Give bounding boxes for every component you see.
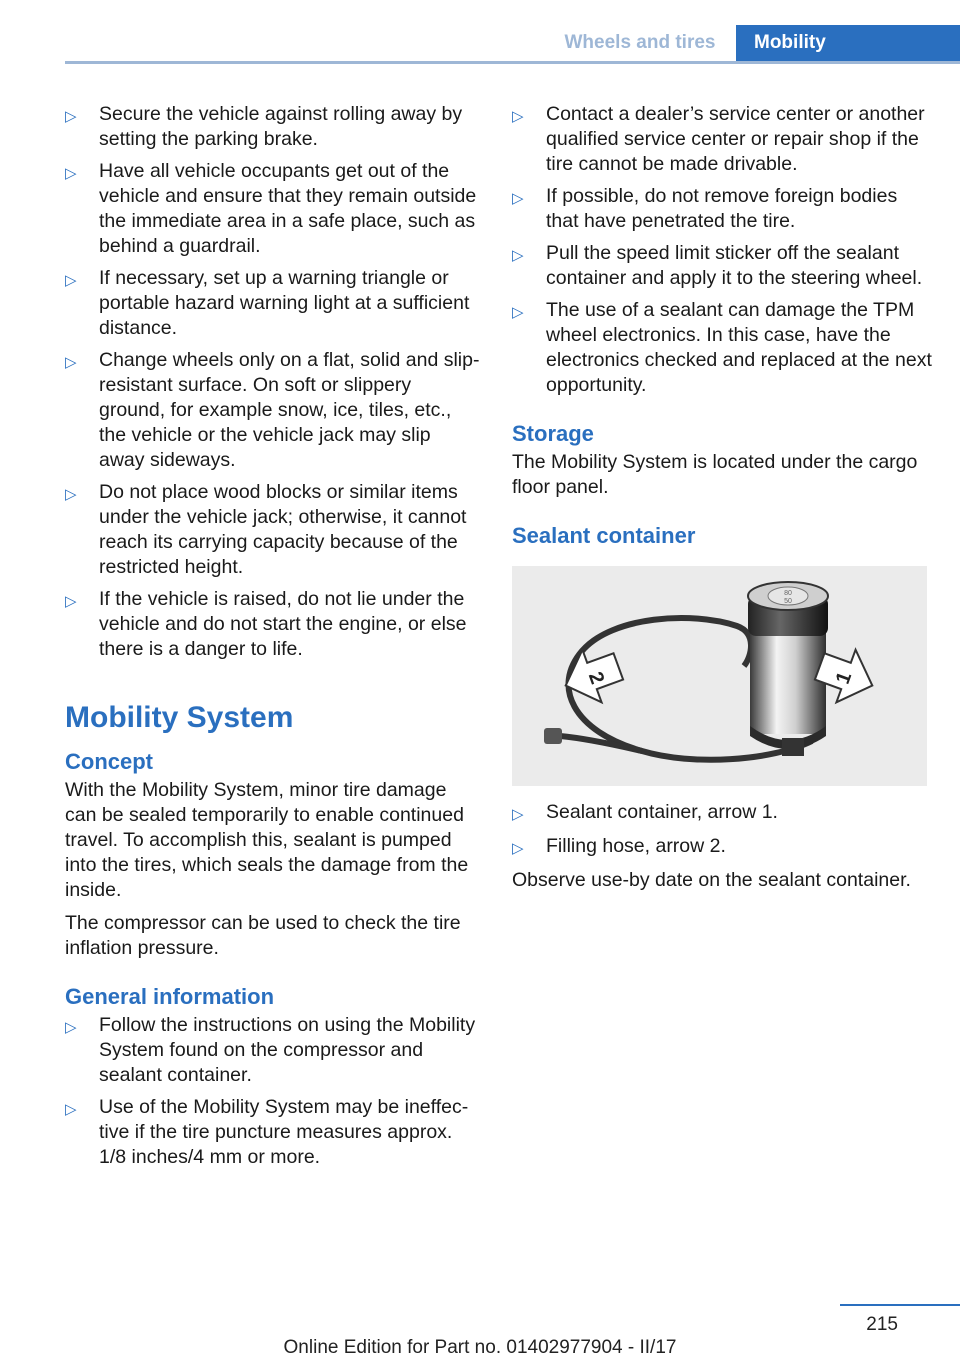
concept-paragraph: With the Mobility System, minor tire damage can be sealed temporarily to enable continued travel. To accomplish this, sealant is pumped into the tires, which seals the damage from the inside.: [65, 779, 469, 901]
arrow-1-label: 1: [831, 669, 857, 687]
compressor-paragraph: The compressor can be used to check the tire inflation pressure.: [65, 912, 461, 959]
page-number: 215: [866, 1314, 898, 1335]
header-section-tab: Wheels and tires: [564, 32, 716, 53]
triangle-bullet-icon: ▷: [65, 272, 77, 289]
container-base: [782, 738, 804, 756]
heading-general-information: General information: [65, 984, 275, 1009]
arrow-2-label: 2: [583, 669, 609, 687]
list-item: ▷ Secure the vehicle against rolling away by setting the parking brake.: [65, 103, 463, 150]
list-item: ▷ If the vehicle is raised, do not lie under the vehicle and do not start the engine, or else there is a danger to life.: [65, 588, 467, 660]
footer-rule: [840, 1304, 960, 1306]
sealant-container-illustration: [512, 566, 927, 786]
triangle-bullet-icon: ▷: [65, 1019, 77, 1036]
edition-line: Online Edition for Part no. 01402977904 - II/17: [283, 1337, 677, 1358]
list-item: ▷ If possible, do not remove foreign bodies that have penetrated the tire.: [512, 185, 898, 232]
header-rule: [65, 61, 960, 64]
list-item: ▷ Change wheels only on a flat, solid and slip-resistant surface. On soft or slippery ground, for example snow, ice, tiles, etc., the vehicle or the vehicle jack may slip away sideways.: [65, 349, 480, 471]
general-bullet-list: [65, 1013, 480, 1170]
triangle-bullet-icon: ▷: [65, 354, 77, 371]
list-item: ▷ Use of the Mobility System may be ineffective if the tire puncture measures approx. 1/8 inches/4 mm or more.: [65, 1096, 469, 1168]
list-item: ▷ Contact a dealer’s service center or another qualified service center or repair shop if the tire cannot be made drivable.: [512, 103, 925, 175]
speed-label-top: 80: [784, 590, 792, 597]
triangle-bullet-icon: ▷: [512, 247, 524, 264]
section-title-mobility-system: Mobility System: [65, 701, 294, 734]
heading-concept: Concept: [65, 749, 153, 774]
list-item: ▷ Pull the speed limit sticker off the sealant container and apply it to the steering wheel.: [512, 242, 923, 289]
right-column: [512, 102, 932, 901]
hose-end: [560, 736, 642, 751]
triangle-bullet-icon: ▷: [512, 108, 524, 125]
left-column: [65, 102, 480, 1177]
hose-valve: [544, 728, 562, 744]
heading-sealant-container: Sealant container: [512, 523, 696, 548]
sealant-container-drawing: [512, 566, 927, 786]
heading-storage: Storage: [512, 421, 594, 446]
triangle-bullet-icon: ▷: [512, 304, 524, 321]
list-item: ▷ Filling hose, arrow 2.: [512, 834, 932, 861]
speed-label-bottom: 50: [784, 598, 792, 605]
storage-paragraph: The Mobility System is located under the cargo floor panel.: [512, 451, 918, 498]
list-item: ▷ Do not place wood blocks or similar items under the vehicle jack; otherwise, it cannot reach its carrying capacity because of the restricted height.: [65, 481, 467, 578]
observe-paragraph: Observe use-by date on the sealant container.: [512, 869, 911, 891]
triangle-bullet-icon: ▷: [65, 1101, 77, 1118]
list-item: ▷ Follow the instructions on using the Mobility System found on the compressor and sealant container.: [65, 1014, 476, 1086]
list-item: ▷ The use of a sealant can damage the TPM wheel electronics. In this case, have the electronics checked and replaced at the next opportunity.: [512, 299, 932, 396]
safety-bullet-list: [65, 102, 480, 662]
list-item: ▷ If necessary, set up a warning triangle or portable hazard warning light at a sufficient distance.: [65, 267, 470, 339]
sealant-bullet-list: [512, 800, 932, 861]
list-item: ▷ Have all vehicle occupants get out of the vehicle and ensure that they remain outside the immediate area in a safe place, such as behind a guardrail.: [65, 160, 477, 257]
triangle-bullet-icon: ▷: [512, 840, 524, 857]
header-chapter-tab: Mobility: [736, 25, 960, 63]
list-item: ▷ Sealant container, arrow 1.: [512, 800, 932, 827]
triangle-bullet-icon: ▷: [512, 190, 524, 207]
triangle-bullet-icon: ▷: [512, 806, 524, 823]
precaution-bullet-list: [512, 102, 932, 398]
triangle-bullet-icon: ▷: [65, 486, 77, 503]
triangle-bullet-icon: ▷: [65, 108, 77, 125]
triangle-bullet-icon: ▷: [65, 165, 77, 182]
triangle-bullet-icon: ▷: [65, 593, 77, 610]
